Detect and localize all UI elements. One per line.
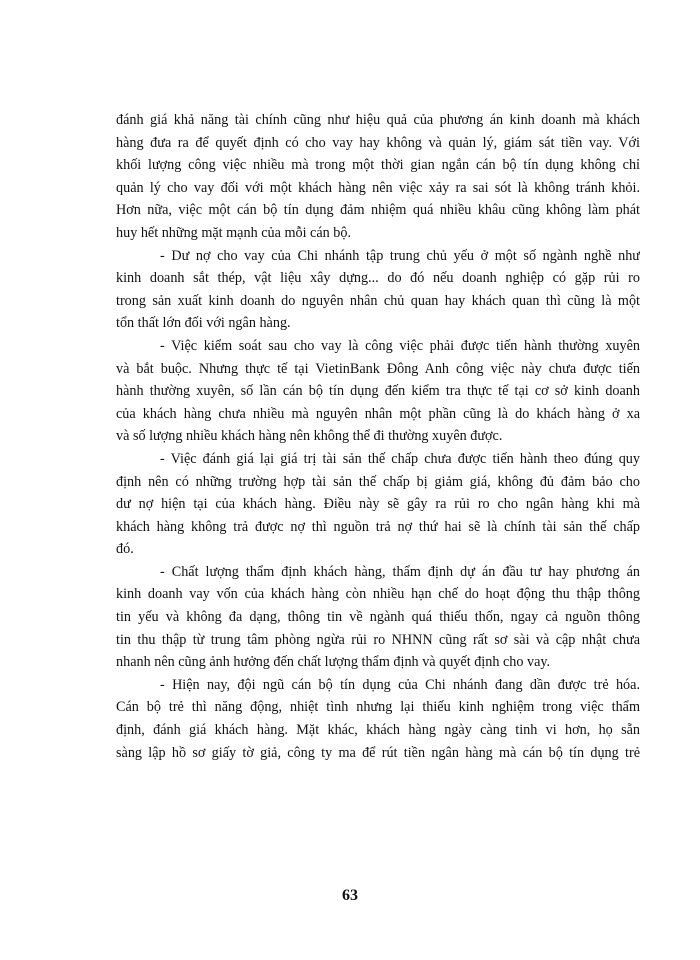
text-line: quản lý cho vay đối với một khách hàng nên việc xảy ra sai sót là không tránh khỏi. bbox=[116, 179, 640, 196]
body-text bbox=[116, 109, 640, 764]
text-line: Cán bộ trẻ thì năng động, nhiệt tình nhưng lại thiếu kinh nghiệm trong việc thẩm bbox=[116, 699, 640, 716]
text-line: - Việc kiểm soát sau cho vay là công việc phải được tiến hành thường xuyên bbox=[160, 337, 640, 354]
page-number: 63 bbox=[342, 887, 358, 904]
text-line: trong sản xuất kinh doanh do nguyên nhân chủ quan hay khách quan thì cũng là một bbox=[116, 292, 640, 309]
text-line: nhanh nên cũng ảnh hưởng đến chất lượng thẩm định và quyết định cho vay. bbox=[116, 654, 551, 671]
text-line: khách hàng không trả được nợ thì nguồn trả nợ thứ hai sẽ là chính tài sản thế chấp bbox=[116, 518, 640, 535]
text-line: huy hết những mặt mạnh của mỗi cán bộ. bbox=[116, 224, 352, 241]
text-line: kinh doanh sắt thép, vật liệu xây dựng... do đó nếu doanh nghiệp có gặp rủi ro bbox=[116, 270, 640, 287]
paragraph-continuation bbox=[116, 109, 640, 245]
paragraph-post-loan-control bbox=[116, 335, 640, 448]
text-line: tổn thất lớn đối với ngân hàng. bbox=[116, 315, 291, 332]
paragraph-collateral-valuation bbox=[116, 448, 640, 561]
paragraph-young-staff bbox=[116, 674, 640, 764]
paragraph-loan-concentration bbox=[116, 245, 640, 335]
text-line: dư nợ hiện tại của khách hàng. Điều này sẽ gây ra rủi ro cho ngân hàng khi mà bbox=[116, 496, 640, 513]
text-line: đó. bbox=[116, 541, 134, 558]
text-line: của khách hàng chưa nhiều mà nguyên nhân một phần cũng là do khách hàng ở xa bbox=[116, 405, 640, 422]
text-line: định, đánh giá khách hàng. Mặt khác, khách hàng ngày càng tinh vi hơn, họ sẵn bbox=[116, 722, 640, 739]
text-line: định nên có những trường hợp tài sản thế chấp bị giảm giá, không đủ đảm bảo cho bbox=[116, 473, 640, 490]
text-line: Hơn nữa, việc một cán bộ tín dụng đảm nhiệm quá nhiều khâu cũng không làm phát bbox=[116, 202, 640, 219]
text-line: - Dư nợ cho vay của Chi nhánh tập trung chủ yếu ở một số ngành nghề như bbox=[160, 247, 640, 264]
text-line: và số lượng nhiều khách hàng nên không thể đi thường xuyên được. bbox=[116, 428, 503, 445]
text-line: hành thường xuyên, số lần cán bộ tín dụng đến kiểm tra thực tế tại cơ sở kinh doanh bbox=[116, 383, 640, 400]
text-line: - Hiện nay, đội ngũ cán bộ tín dụng của Chi nhánh đang dần được trẻ hóa. bbox=[160, 676, 640, 693]
text-line: - Chất lượng thẩm định khách hàng, thẩm định dự án đầu tư hay phương án bbox=[160, 563, 640, 580]
text-line: tin thu thập từ trung tâm phòng ngừa rủi ro NHNN cũng rất sơ sài và cập nhật chưa bbox=[116, 631, 640, 648]
text-line: kinh doanh vay vốn của khách hàng còn nhiều hạn chế do hoạt động thu thập thông bbox=[116, 586, 640, 603]
text-line: đánh giá khả năng tài chính cũng như hiệu quả của phương án kinh doanh mà khách bbox=[116, 112, 640, 128]
text-line: sàng lập hồ sơ giấy tờ giả, công ty ma để rút tiền ngân hàng mà cán bộ tín dụng trẻ bbox=[116, 744, 640, 761]
text-line: khối lượng công việc nhiều mà trong một thời gian ngắn cán bộ tín dụng không chỉ bbox=[116, 157, 640, 174]
paragraph-appraisal-quality bbox=[116, 561, 640, 674]
text-line: hàng đưa ra để quyết định có cho vay hay không và quản lý, giám sát tiền vay. Với bbox=[116, 134, 640, 151]
text-line: - Việc đánh giá lại giá trị tài sản thế chấp chưa được tiến hành theo đúng quy bbox=[160, 450, 640, 467]
text-line: tin yếu và không đa dạng, thông tin về ngành quá thiếu thốn, ngay cả nguồn thông bbox=[116, 609, 640, 626]
text-line: và bắt buộc. Nhưng thực tế tại VietinBank Đông Anh công việc này chưa được tiến bbox=[116, 360, 640, 377]
